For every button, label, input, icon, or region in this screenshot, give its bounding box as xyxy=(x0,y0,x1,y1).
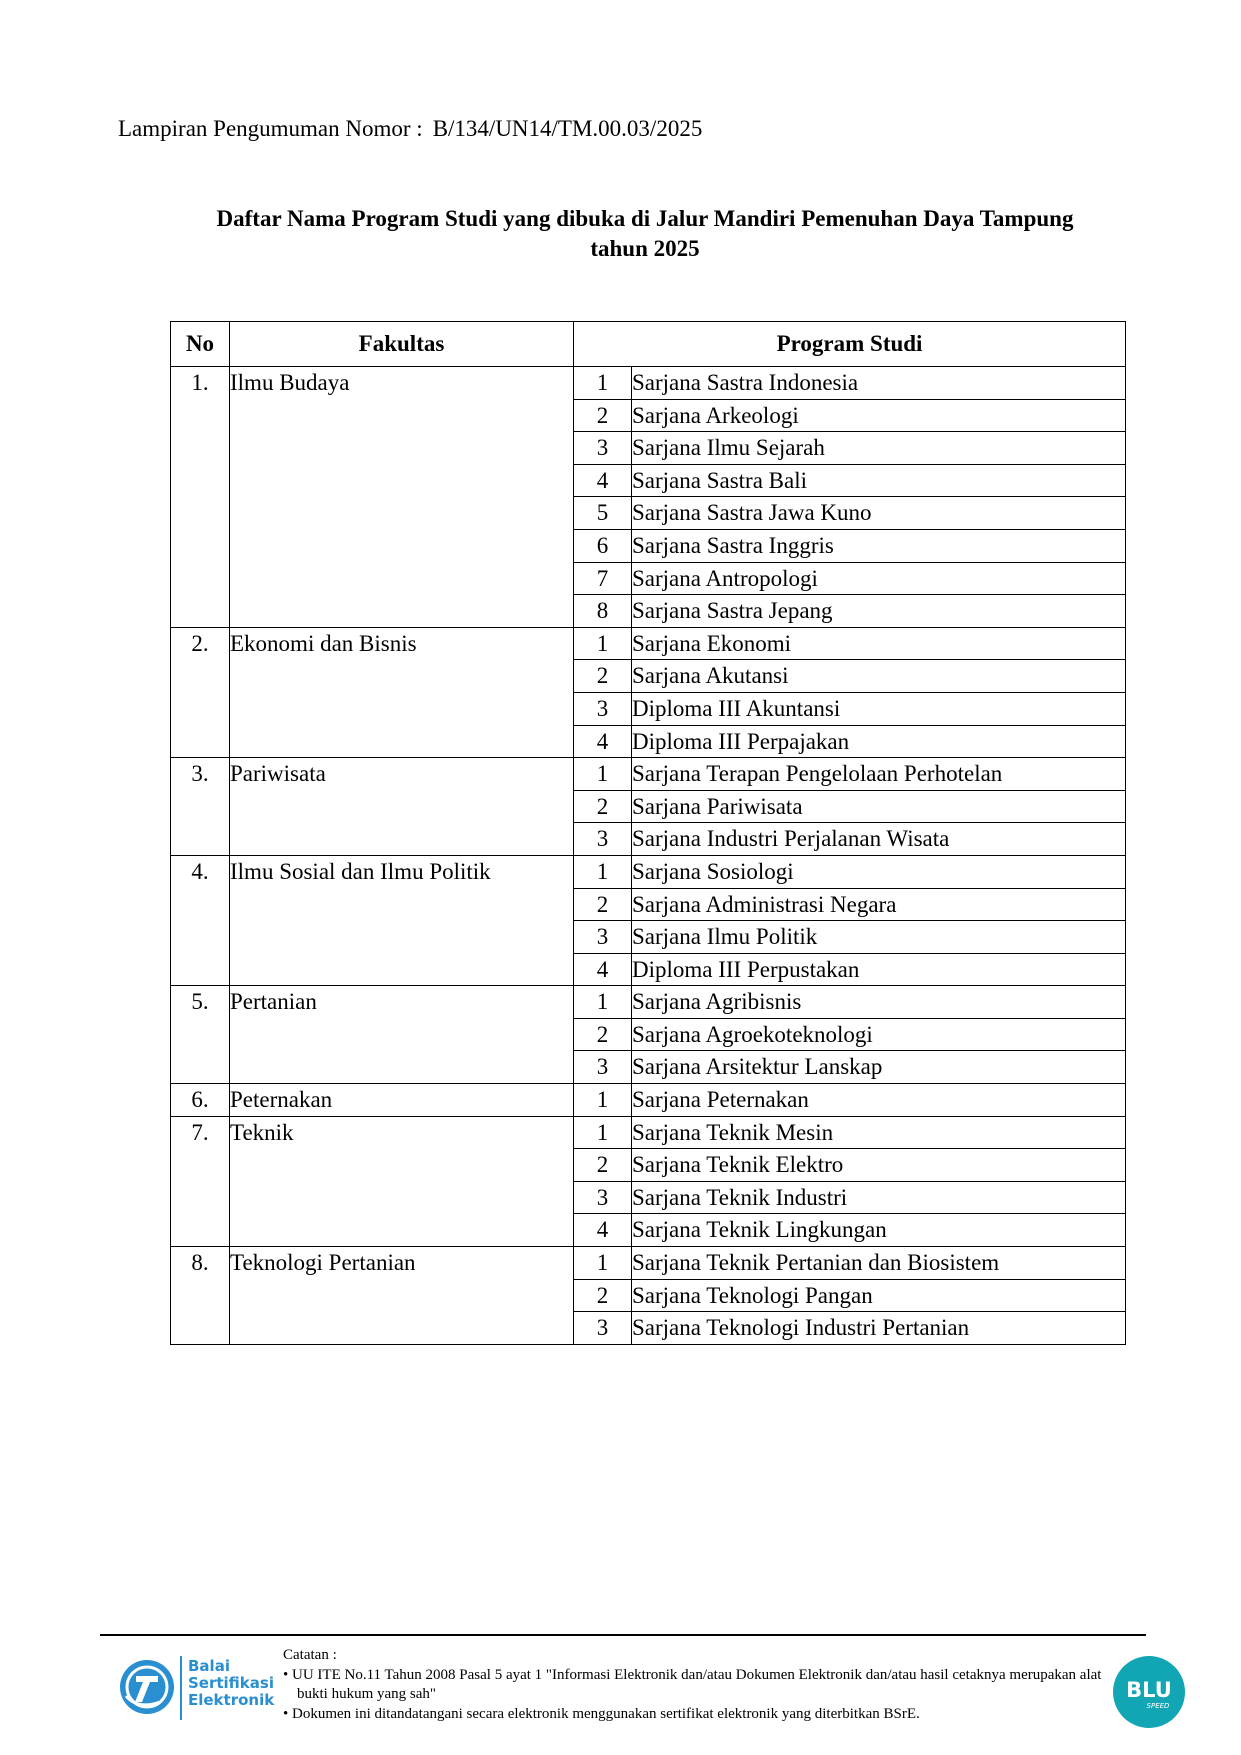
program-number: 8 xyxy=(574,595,632,628)
faculty-name: Ilmu Sosial dan Ilmu Politik xyxy=(230,855,574,985)
lampiran-label: Lampiran Pengumuman Nomor : xyxy=(118,116,423,141)
program-name: Sarjana Sastra Bali xyxy=(632,464,1126,497)
table-row xyxy=(171,855,1126,888)
program-number: 2 xyxy=(574,660,632,693)
program-name: Sarjana Sastra Jawa Kuno xyxy=(632,497,1126,530)
program-name: Sarjana Teknik Elektro xyxy=(632,1149,1126,1182)
faculty-number: 6. xyxy=(171,1084,230,1117)
program-number: 1 xyxy=(574,1084,632,1117)
program-name: Sarjana Ekonomi xyxy=(632,627,1126,660)
bsre-logo-text xyxy=(188,1658,274,1709)
program-name: Sarjana Pariwisata xyxy=(632,790,1126,823)
table-body xyxy=(171,367,1126,1345)
program-name: Sarjana Peternakan xyxy=(632,1084,1126,1117)
faculty-name: Ilmu Budaya xyxy=(230,367,574,628)
bsre-separator xyxy=(180,1656,182,1720)
faculty-number: 3. xyxy=(171,758,230,856)
program-number: 5 xyxy=(574,497,632,530)
bsre-emblem-icon xyxy=(116,1652,178,1722)
program-name: Sarjana Teknik Mesin xyxy=(632,1116,1126,1149)
table-row xyxy=(171,758,1126,791)
program-number: 1 xyxy=(574,367,632,400)
program-name: Diploma III Akuntansi xyxy=(632,692,1126,725)
header-program-studi: Program Studi xyxy=(574,322,1126,367)
program-number: 4 xyxy=(574,953,632,986)
program-name: Sarjana Teknologi Pangan xyxy=(632,1279,1126,1312)
program-name: Sarjana Teknik Lingkungan xyxy=(632,1214,1126,1247)
program-number: 2 xyxy=(574,1018,632,1051)
faculty-name: Pertanian xyxy=(230,986,574,1084)
faculty-name: Teknik xyxy=(230,1116,574,1246)
program-number: 1 xyxy=(574,1116,632,1149)
program-number: 3 xyxy=(574,921,632,954)
catatan-label: Catatan : xyxy=(283,1647,337,1663)
table-row xyxy=(171,1247,1126,1280)
program-name: Sarjana Sastra Indonesia xyxy=(632,367,1126,400)
bsre-line-3: Elektronik xyxy=(188,1691,275,1709)
faculty-name: Pariwisata xyxy=(230,758,574,856)
program-studi-table xyxy=(170,321,1126,1345)
program-name: Sarjana Industri Perjalanan Wisata xyxy=(632,823,1126,856)
blu-main-text: BLU xyxy=(1126,1678,1172,1702)
header-fakultas: Fakultas xyxy=(230,322,574,367)
program-name: Sarjana Ilmu Politik xyxy=(632,921,1126,954)
program-number: 4 xyxy=(574,1214,632,1247)
program-name: Diploma III Perpajakan xyxy=(632,725,1126,758)
program-number: 3 xyxy=(574,823,632,856)
faculty-name: Teknologi Pertanian xyxy=(230,1247,574,1345)
header-no: No xyxy=(171,322,230,367)
table-row xyxy=(171,986,1126,1019)
program-name: Sarjana Terapan Pengelolaan Perhotelan xyxy=(632,758,1126,791)
program-name: Sarjana Antropologi xyxy=(632,562,1126,595)
program-number: 2 xyxy=(574,790,632,823)
program-name: Sarjana Sastra Jepang xyxy=(632,595,1126,628)
faculty-number: 4. xyxy=(171,855,230,985)
program-name: Sarjana Teknik Industri xyxy=(632,1181,1126,1214)
program-number: 2 xyxy=(574,1279,632,1312)
program-name: Sarjana Sosiologi xyxy=(632,855,1126,888)
table-row xyxy=(171,367,1126,400)
blu-speed-logo xyxy=(1112,1655,1186,1729)
title-line-2: tahun 2025 xyxy=(590,236,700,261)
program-number: 3 xyxy=(574,1051,632,1084)
program-number: 4 xyxy=(574,464,632,497)
bsre-line-2: Sertifikasi xyxy=(188,1674,274,1692)
note-1-text: UU ITE No.11 Tahun 2008 Pasal 5 ayat 1 "Informasi Elektronik dan/atau Dokumen Elektronik dan/atau hasil cetaknya merupakan alat bukti hukum yang sah" xyxy=(292,1666,1102,1702)
title-line-1: Daftar Nama Program Studi yang dibuka di Jalur Mandiri Pemenuhan Daya Tampung xyxy=(216,206,1074,231)
program-number: 3 xyxy=(574,1312,632,1345)
table-header-row xyxy=(171,322,1126,367)
table-row xyxy=(171,1116,1126,1149)
lampiran-reference xyxy=(118,116,702,142)
program-name: Diploma III Perpustakan xyxy=(632,953,1126,986)
program-number: 1 xyxy=(574,627,632,660)
table-row xyxy=(171,1084,1126,1117)
program-name: Sarjana Agroekoteknologi xyxy=(632,1018,1126,1051)
program-name: Sarjana Teknologi Industri Pertanian xyxy=(632,1312,1126,1345)
document-title xyxy=(150,204,1140,264)
faculty-name: Peternakan xyxy=(230,1084,574,1117)
program-name: Sarjana Ilmu Sejarah xyxy=(632,432,1126,465)
program-number: 7 xyxy=(574,562,632,595)
program-name: Sarjana Akutansi xyxy=(632,660,1126,693)
faculty-number: 8. xyxy=(171,1247,230,1345)
program-number: 3 xyxy=(574,692,632,725)
program-name: Sarjana Arkeologi xyxy=(632,399,1126,432)
lampiran-number: B/134/UN14/TM.00.03/2025 xyxy=(432,116,703,141)
table-row xyxy=(171,627,1126,660)
faculty-number: 7. xyxy=(171,1116,230,1246)
program-number: 2 xyxy=(574,888,632,921)
faculty-number: 1. xyxy=(171,367,230,628)
program-number: 2 xyxy=(574,1149,632,1182)
note-item: • Dokumen ini ditandatangani secara elektronik menggunakan sertifikat elektronik yang diterbitkan BSrE. xyxy=(283,1705,920,1722)
program-number: 3 xyxy=(574,432,632,465)
program-number: 1 xyxy=(574,758,632,791)
faculty-number: 5. xyxy=(171,986,230,1084)
program-number: 1 xyxy=(574,986,632,1019)
program-number: 1 xyxy=(574,855,632,888)
program-number: 6 xyxy=(574,529,632,562)
program-number: 4 xyxy=(574,725,632,758)
program-number: 2 xyxy=(574,399,632,432)
note-2-text: Dokumen ini ditandatangani secara elektronik menggunakan sertifikat elektronik yang diterbitkan BSrE. xyxy=(292,1705,920,1722)
program-name: Sarjana Administrasi Negara xyxy=(632,888,1126,921)
footer-notes xyxy=(283,1646,1113,1724)
program-name: Sarjana Sastra Inggris xyxy=(632,529,1126,562)
blu-sub-text: SPEED xyxy=(1146,1702,1170,1710)
footer-divider xyxy=(100,1634,1146,1636)
note-item: • UU ITE No.11 Tahun 2008 Pasal 5 ayat 1 "Informasi Elektronik dan/atau Dokumen Elektronik dan/atau hasil cetaknya merupakan alat bukti hukum yang sah" xyxy=(283,1666,1102,1702)
faculty-name: Ekonomi dan Bisnis xyxy=(230,627,574,757)
faculty-number: 2. xyxy=(171,627,230,757)
bsre-logo xyxy=(116,1652,276,1722)
program-name: Sarjana Agribisnis xyxy=(632,986,1126,1019)
program-name: Sarjana Arsitektur Lanskap xyxy=(632,1051,1126,1084)
bsre-line-1: Balai xyxy=(188,1657,230,1675)
program-number: 1 xyxy=(574,1247,632,1280)
program-name: Sarjana Teknik Pertanian dan Biosistem xyxy=(632,1247,1126,1280)
program-number: 3 xyxy=(574,1181,632,1214)
